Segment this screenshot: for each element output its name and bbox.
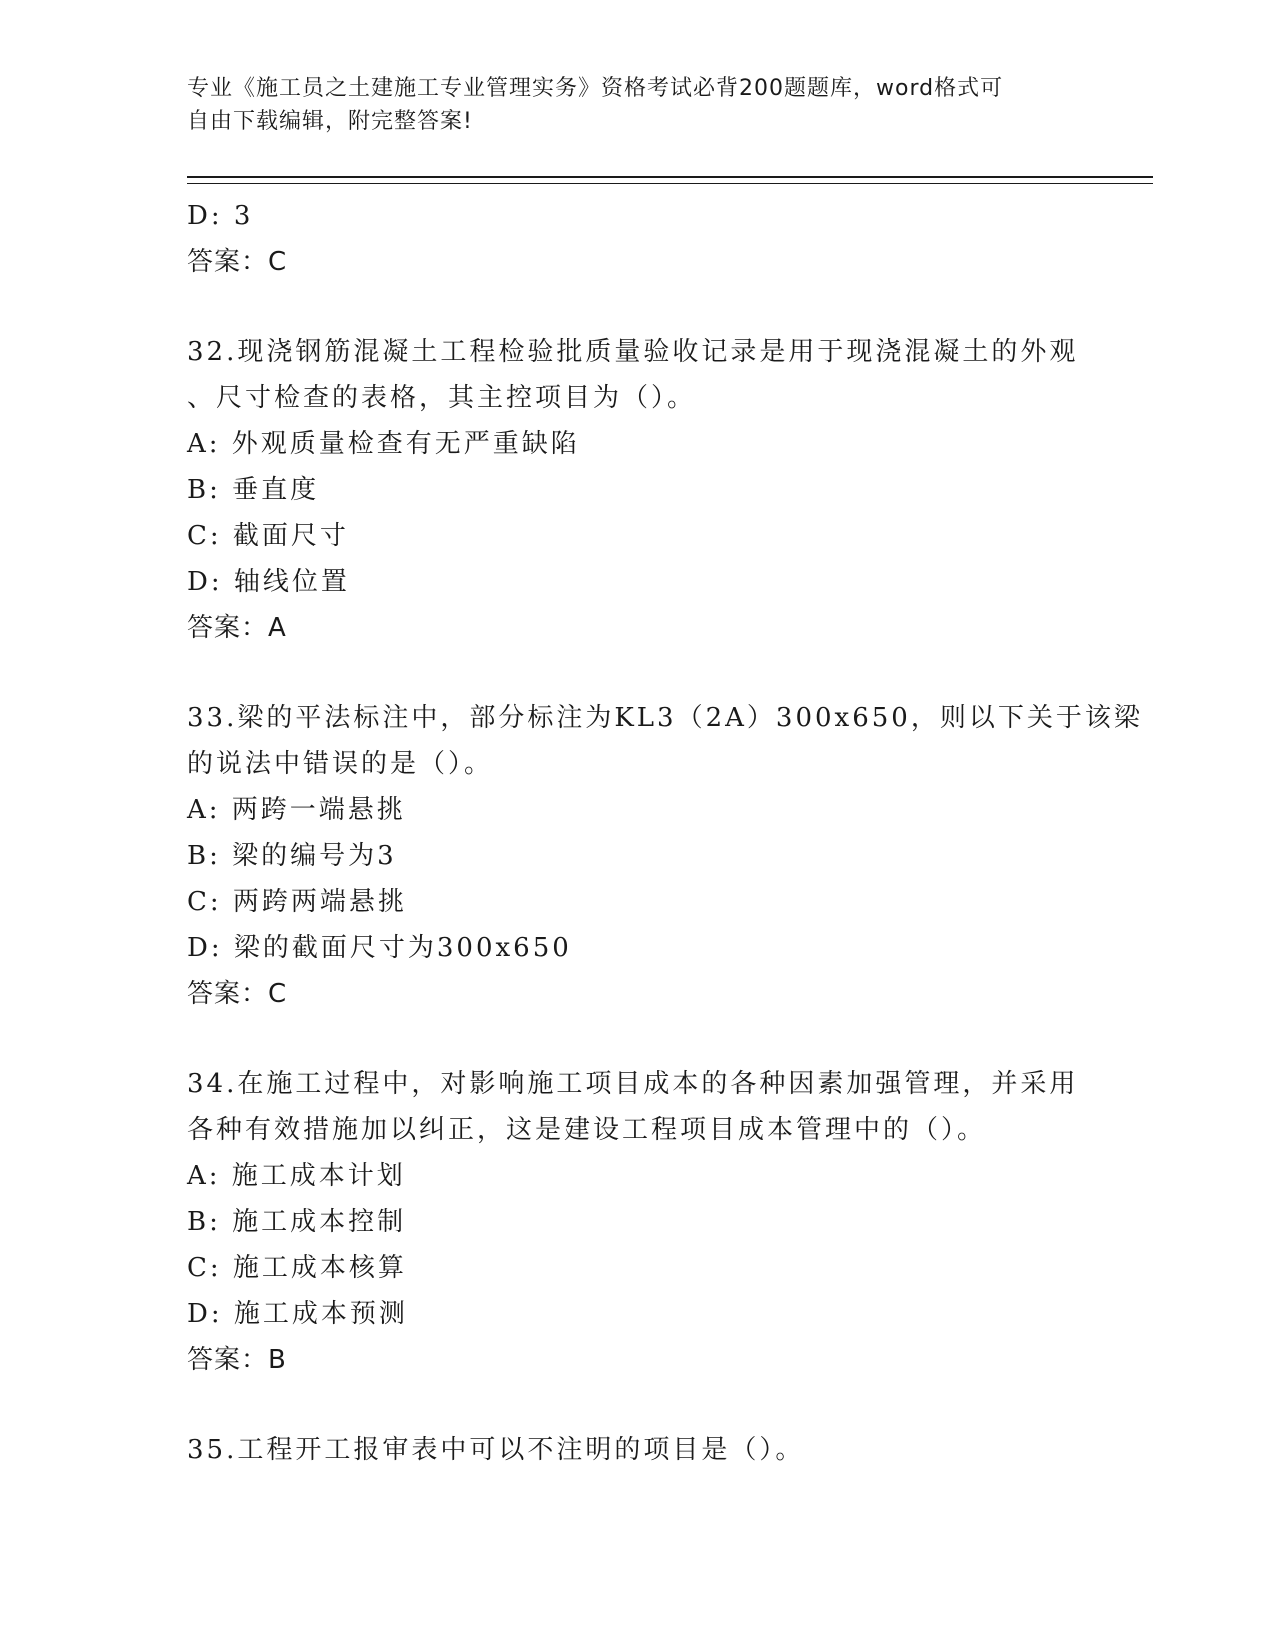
option-c: C: 施工成本核算 bbox=[187, 1253, 407, 1283]
header-divider-thin bbox=[187, 183, 1153, 184]
option-a: A: 外观质量检查有无严重缺陷 bbox=[187, 429, 580, 459]
question-text-line-2: 、尺寸检查的表格，其主控项目为（）。 bbox=[187, 383, 697, 413]
option-c: C: 两跨两端悬挑 bbox=[187, 887, 407, 917]
option-d: D: 施工成本预测 bbox=[187, 1299, 408, 1329]
option-a: A: 施工成本计划 bbox=[187, 1161, 406, 1191]
question-31-tail bbox=[187, 193, 1087, 285]
spacer bbox=[187, 651, 1087, 695]
option-d: D: 梁的截面尺寸为300x650 bbox=[187, 933, 572, 963]
option-a: A: 两跨一端悬挑 bbox=[187, 795, 406, 825]
spacer bbox=[187, 285, 1087, 329]
question-34 bbox=[187, 1061, 1087, 1383]
question-text-line-2: 各种有效措施加以纠正，这是建设工程项目成本管理中的（）。 bbox=[187, 1115, 987, 1145]
document-header bbox=[187, 72, 1067, 138]
header-title-line-2: 自由下载编辑，附完整答案! bbox=[187, 109, 473, 134]
header-divider-thick bbox=[187, 176, 1153, 178]
question-text-line-2: 的说法中错误的是（）。 bbox=[187, 749, 494, 779]
spacer bbox=[187, 1383, 1087, 1427]
answer: 答案：C bbox=[187, 979, 288, 1009]
header-title-line-1: 专业《施工员之土建施工专业管理实务》资格考试必背200题题库，word格式可 bbox=[187, 76, 1004, 101]
question-list bbox=[187, 193, 1143, 1473]
option-d: D: 轴线位置 bbox=[187, 567, 350, 597]
question-32 bbox=[187, 329, 1087, 651]
option-b: B: 施工成本控制 bbox=[187, 1207, 407, 1237]
question-text-line-1: 33.梁的平法标注中，部分标注为KL3（2A）300x650，则以下关于该梁 bbox=[187, 703, 1143, 733]
option-d: D: 3 bbox=[187, 201, 254, 231]
question-text-line-1: 35.工程开工报审表中可以不注明的项目是（）。 bbox=[187, 1435, 805, 1465]
question-text-line-1: 32.现浇钢筋混凝土工程检验批质量验收记录是用于现浇混凝土的外观 bbox=[187, 337, 1079, 367]
answer: 答案：A bbox=[187, 613, 287, 643]
question-text-line-1: 34.在施工过程中，对影响施工项目成本的各种因素加强管理，并采用 bbox=[187, 1069, 1079, 1099]
answer: 答案：B bbox=[187, 1345, 287, 1375]
question-35 bbox=[187, 1427, 1087, 1473]
option-c: C: 截面尺寸 bbox=[187, 521, 349, 551]
option-b: B: 垂直度 bbox=[187, 475, 320, 505]
spacer bbox=[187, 1017, 1087, 1061]
answer: 答案：C bbox=[187, 247, 288, 277]
question-33 bbox=[187, 695, 1143, 1017]
option-b: B: 梁的编号为3 bbox=[187, 841, 397, 871]
